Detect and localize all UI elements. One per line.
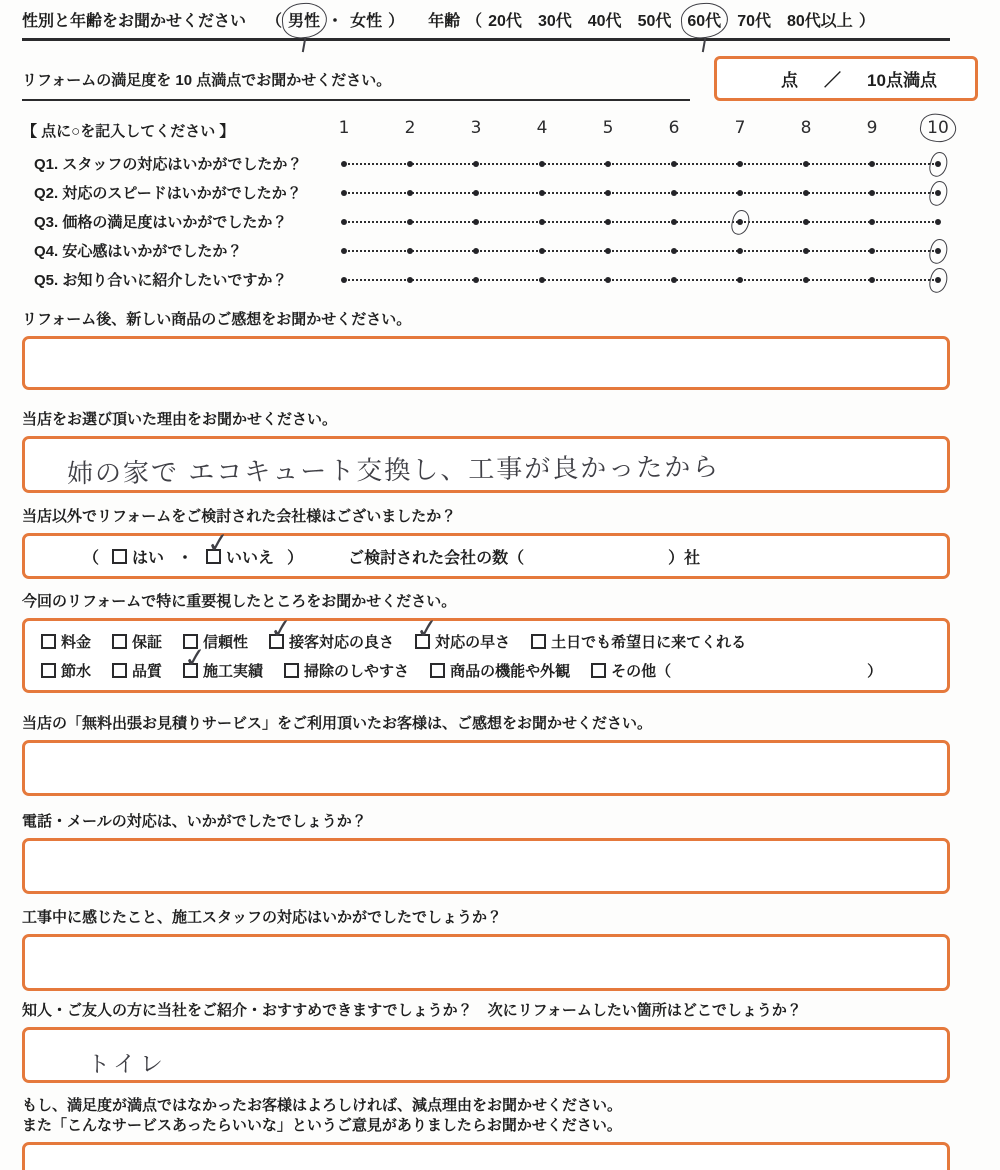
scale-dot-icon[interactable] [935, 248, 941, 254]
score-entry-box[interactable] [714, 56, 978, 101]
handwritten-circle-icon [281, 1, 329, 40]
checkbox-掃除のしやすさ[interactable] [284, 660, 409, 681]
section-deduction [22, 1096, 950, 1170]
reason-label: 当店をお選び頂いた理由をお聞かせください。 [22, 411, 338, 428]
score-question: リフォームの満足度を 10 点満点でお聞かせください。 [22, 69, 690, 101]
scale-dot-icon[interactable] [539, 277, 545, 283]
score-unit: 点 [781, 71, 799, 90]
section-competitors [22, 507, 950, 579]
scale-dot-icon[interactable] [803, 161, 809, 167]
section-referral [22, 1001, 950, 1083]
scale-dot-icon[interactable] [341, 248, 347, 254]
section-priorities [22, 592, 950, 693]
construction-label: 工事中に感じたこと、施工スタッフの対応はいかがでしたでしょうか？ [22, 909, 503, 926]
phone-mail-input[interactable] [22, 838, 950, 894]
scale-dot-icon[interactable] [341, 161, 347, 167]
scale-number-1 [339, 118, 350, 138]
scale-dot-icon[interactable] [803, 277, 809, 283]
priorities-box [22, 612, 950, 693]
section-construction [22, 908, 950, 991]
priorities-label: 今回のリフォームで特に重要視したところをお聞かせください。 [22, 593, 457, 610]
scale-number-7 [735, 118, 746, 138]
checkbox-square-icon [41, 663, 56, 678]
scale-dot-icon[interactable] [671, 190, 677, 196]
rating-question-label: Q4. 安心感はいかがでしたか？ [34, 243, 243, 260]
scale-number-10 [927, 118, 949, 138]
score-row [22, 59, 950, 101]
age-options [488, 8, 853, 31]
checkbox-label: その他（ [611, 663, 672, 680]
checkbox-no-label: いいえ [226, 549, 275, 567]
checkbox-label: 土日でも希望日に来てくれる [551, 634, 747, 651]
estimate-service-input[interactable] [22, 740, 950, 796]
scale-number-9 [867, 118, 878, 138]
scale-number-text: 3 [470, 118, 482, 138]
scale-dot-icon[interactable] [803, 219, 809, 225]
rating-question-label: Q3. 価格の満足度はいかがでしたか？ [34, 214, 288, 231]
handwritten-check-icon: ✓ [205, 526, 232, 559]
reason-input[interactable] [22, 436, 950, 493]
scale-number-text: 4 [536, 118, 548, 138]
checkbox-label: 掃除のしやすさ [304, 663, 410, 680]
scale-dot-icon[interactable] [341, 219, 347, 225]
scale-number-text: 9 [866, 118, 878, 138]
score-max-label: 10点満点 [867, 71, 937, 90]
handwritten-reason: 姉の家で エコキュート交換し、工事が良かったから [66, 451, 721, 489]
scale-dot-icon[interactable] [737, 248, 743, 254]
scale-dot-icon[interactable] [473, 161, 479, 167]
scale-dot-icon[interactable] [605, 248, 611, 254]
rating-matrix [22, 117, 950, 294]
scale-dot-icon[interactable] [539, 248, 545, 254]
paren-close: ） [287, 549, 304, 567]
scale-number-text: 1 [338, 118, 350, 138]
scale-dot-icon[interactable] [473, 277, 479, 283]
scale-dot-icon[interactable] [671, 161, 677, 167]
scale-number-text: 6 [668, 118, 680, 138]
checkbox-label: 保証 [132, 634, 163, 651]
age-option-30代[interactable]: 30代 [537, 13, 572, 30]
checkbox-label: 信頼性 [203, 634, 249, 651]
scale-dot-icon[interactable] [605, 161, 611, 167]
age-option-20代[interactable]: 20代 [488, 13, 522, 30]
rating-row [22, 178, 950, 207]
scale-dot-icon[interactable] [539, 219, 545, 225]
scale-number-2 [405, 118, 416, 138]
gender-age-row [22, 8, 950, 41]
rating-question-label: Q1. スタッフの対応はいかがでしたか？ [34, 156, 303, 173]
scale-dot-icon[interactable] [869, 190, 875, 196]
checkbox-square-icon [41, 634, 56, 649]
gender-options [288, 8, 382, 31]
checkbox-label: 対応の早さ [435, 634, 511, 651]
scale-dot-icon[interactable] [539, 161, 545, 167]
referral-label: 知人・ご友人の方に当社をご紹介・おすすめできますでしょうか？ 次にリフォームしたい箇所はどこでしょうか？ [22, 1002, 802, 1019]
gender-option-男性[interactable]: 男性 [288, 8, 320, 31]
product-impression-label: リフォーム後、新しい商品のご感想をお聞かせください。 [22, 311, 412, 328]
age-option-80代以上[interactable]: 80代以上 [787, 13, 853, 30]
checkbox-label: 商品の機能や外観 [450, 663, 571, 680]
section-reason [22, 410, 950, 493]
checkbox-square-icon [112, 634, 127, 649]
scale-dot-icon[interactable] [935, 161, 941, 167]
gender-separator: ・ [327, 13, 344, 30]
scale-number-8 [801, 118, 812, 138]
choice-separator: ・ [177, 549, 194, 567]
paren-open: （ [83, 549, 100, 567]
scale-dot-icon[interactable] [803, 248, 809, 254]
age-option-50代[interactable]: 50代 [637, 13, 672, 30]
scale-dot-icon[interactable] [935, 219, 941, 225]
scale-dot-icon[interactable] [407, 277, 413, 283]
checkbox-square-icon [591, 663, 606, 678]
scale-number-text: 8 [800, 118, 812, 138]
scale-dot-icon[interactable] [737, 219, 743, 225]
checkbox-保証[interactable] [112, 631, 162, 652]
rating-rows [22, 149, 950, 294]
paren-close: ） [867, 663, 883, 680]
referral-input[interactable] [22, 1027, 950, 1083]
scale-header [22, 117, 950, 143]
scale-numbers [338, 117, 949, 143]
scale-dot-icon[interactable] [671, 277, 677, 283]
handwritten-check-icon: ✓ [182, 641, 209, 675]
checkbox-商品の機能や外観[interactable] [430, 660, 570, 681]
age-option-70代[interactable]: 70代 [737, 13, 771, 30]
scale-dot-icon[interactable] [737, 277, 743, 283]
scale-dot-icon[interactable] [407, 161, 413, 167]
scale-dot-icon[interactable] [869, 161, 875, 167]
gender-age-question: 性別と年齢をお聞かせください [22, 13, 247, 30]
age-option-60代[interactable]: 60代 [687, 8, 721, 31]
checkbox-label: 料金 [61, 634, 92, 651]
scale-number-3 [471, 118, 482, 138]
scale-dot-icon[interactable] [605, 277, 611, 283]
scale-dot-icon[interactable] [407, 190, 413, 196]
rating-instruction: 【 点に○を記入してください 】 [22, 122, 235, 140]
scale-number-text: 5 [602, 118, 614, 138]
checkbox-料金[interactable] [41, 631, 91, 652]
estimate-service-label: 当店の「無料出張お見積りサービス」をご利用頂いたお客様は、ご感想をお聞かせください。 [22, 715, 653, 732]
scale-dot-icon[interactable] [737, 190, 743, 196]
scale-dot-icon[interactable] [407, 248, 413, 254]
gender-option-女性[interactable]: 女性 [350, 13, 383, 30]
scale-dot-icon[interactable] [407, 219, 413, 225]
checkbox-label: 品質 [132, 663, 163, 680]
company-count-suffix: ）社 [668, 549, 701, 567]
scale-dot-icon[interactable] [341, 190, 347, 196]
section-phone-mail [22, 812, 950, 894]
checkbox-square-icon [430, 663, 445, 678]
rating-scale-line[interactable] [344, 207, 938, 236]
scale-dot-icon[interactable] [671, 219, 677, 225]
age-label: 年齢 [428, 13, 461, 30]
rating-row [22, 236, 950, 265]
rating-row [22, 265, 950, 294]
competitors-box [22, 526, 950, 579]
age-option-40代[interactable]: 40代 [587, 13, 622, 30]
rating-scale-line[interactable] [344, 265, 938, 294]
scale-number-text: 7 [734, 118, 746, 138]
handwritten-check-icon: ✓ [268, 612, 295, 646]
checkbox-no[interactable] [205, 526, 275, 568]
rating-question-label: Q5. お知り合いに紹介したいですか？ [34, 272, 288, 289]
checkbox-label: 施工実績 [203, 663, 264, 680]
scale-number-5 [603, 118, 614, 138]
rating-scale-line[interactable] [344, 178, 938, 207]
rating-scale-line[interactable] [344, 149, 938, 178]
checkbox-土日でも希望日に来てくれる[interactable] [531, 631, 746, 652]
scale-dot-icon[interactable] [473, 248, 479, 254]
checkbox-対応の早さ[interactable] [414, 612, 511, 652]
scale-dot-icon[interactable] [869, 248, 875, 254]
scale-dot-icon[interactable] [341, 277, 347, 283]
checkbox-label: 接客対応の良さ [289, 634, 395, 651]
checkbox-接客対応の良さ[interactable] [268, 612, 395, 652]
paren-open: （ [266, 13, 283, 30]
priorities-row [41, 612, 931, 652]
checkbox-square-icon [284, 663, 299, 678]
paren-close: ） [858, 13, 875, 30]
scale-dot-icon[interactable] [473, 190, 479, 196]
paren-close: ） [388, 13, 405, 30]
scale-dot-icon[interactable] [803, 190, 809, 196]
scale-number-6 [669, 118, 680, 138]
scale-dot-icon[interactable] [737, 161, 743, 167]
checkbox-square-icon [112, 549, 127, 564]
phone-mail-label: 電話・メールの対応は、いかがでしたでしょうか？ [22, 813, 367, 830]
scale-dot-icon[interactable] [671, 248, 677, 254]
scale-dot-icon[interactable] [935, 190, 941, 196]
rating-row [22, 207, 950, 236]
handwritten-check-icon: ✓ [414, 612, 441, 646]
scale-dot-icon[interactable] [473, 219, 479, 225]
scale-number-text: 10 [927, 118, 949, 138]
section-estimate-service [22, 714, 950, 796]
checkbox-品質[interactable] [112, 660, 162, 681]
scale-dot-icon[interactable] [935, 277, 941, 283]
scale-dot-icon[interactable] [605, 219, 611, 225]
competitors-label: 当店以外でリフォームをご検討された会社様はございましたか？ [22, 508, 457, 525]
scale-dot-icon[interactable] [605, 190, 611, 196]
section-product-impression [22, 310, 950, 390]
scale-number-4 [537, 118, 548, 138]
deduction-label-line2: また「こんなサービスあったらいいな」というご意見がありましたらお聞かせください。 [22, 1117, 622, 1134]
rating-row [22, 149, 950, 178]
checkbox-その他[interactable] [591, 660, 882, 681]
checkbox-yes[interactable] [112, 545, 164, 568]
rating-question-label: Q2. 対応のスピードはいかがでしたか？ [34, 185, 302, 202]
construction-input[interactable] [22, 934, 950, 991]
checkbox-yes-label: はい [132, 549, 165, 567]
score-slash: ／ [824, 71, 842, 90]
scale-dot-icon[interactable] [869, 219, 875, 225]
handwritten-circle-icon [680, 1, 730, 40]
checkbox-label: 節水 [61, 663, 92, 680]
company-count-label: ご検討された会社の数（ [348, 549, 525, 567]
deduction-label-line1: もし、満足度が満点ではなかったお客様はよろしければ、減点理由をお聞かせください。 [22, 1097, 623, 1114]
scale-dot-icon[interactable] [869, 277, 875, 283]
product-impression-input[interactable] [22, 336, 950, 390]
checkbox-square-icon [112, 663, 127, 678]
scale-dot-icon[interactable] [539, 190, 545, 196]
deduction-input[interactable] [22, 1142, 950, 1170]
rating-scale-line[interactable] [344, 236, 938, 265]
scale-number-text: 2 [404, 118, 416, 138]
handwritten-referral: トイレ [86, 1050, 168, 1078]
checkbox-square-icon [531, 634, 546, 649]
checkbox-節水[interactable] [41, 660, 91, 681]
paren-open: （ [466, 13, 483, 30]
